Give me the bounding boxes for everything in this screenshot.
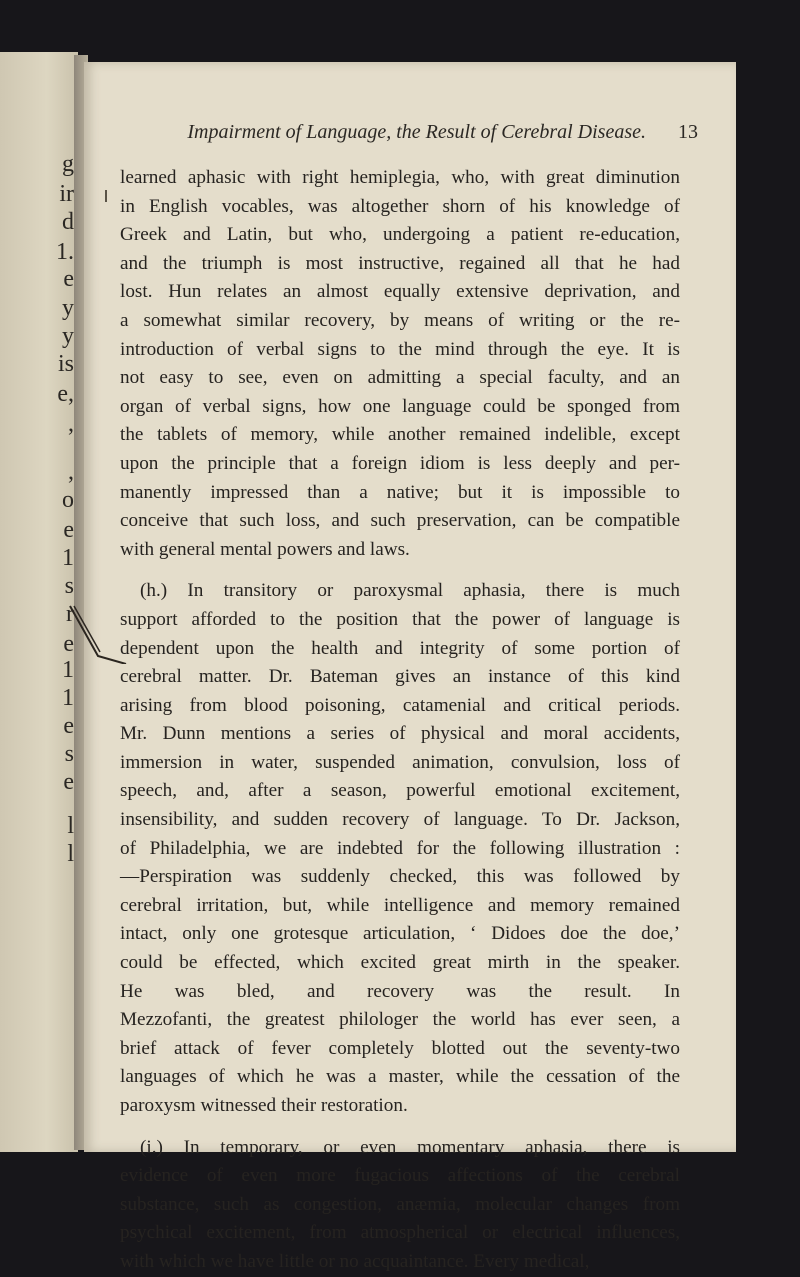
paragraph-gap: [120, 564, 680, 577]
text-line: (h.) In transitory or paroxysmal aphasia, there is much: [140, 580, 680, 602]
text-line: cerebral irritation, but, while intelligence and memory remained: [120, 894, 680, 916]
facing-page-text-fragment: ir: [59, 181, 74, 207]
text-line: organ of verbal signs, how one language could be sponged from: [120, 395, 680, 417]
text-line: insensibility, and sudden recovery of language. To Dr. Jackson,: [120, 809, 680, 831]
facing-page-text-fragment: 1: [62, 545, 74, 571]
text-line: dependent upon the health and integrity of some portion of: [120, 637, 680, 659]
text-line: arising from blood poisoning, catamenial and critical periods.: [120, 694, 680, 716]
text-line: the tablets of memory, while another remained indelible, except: [120, 424, 680, 446]
text-line: He was bled, and recovery was the result. In: [120, 980, 680, 1002]
text-line: substance, such as congestion, anæmia, molecular changes from: [120, 1193, 680, 1215]
running-head-title: Impairment of Language, the Result of Cerebral Disease.: [187, 121, 646, 143]
facing-page-text-fragment: o: [62, 487, 74, 513]
facing-page-text-fragment: e: [63, 266, 74, 292]
text-line: cerebral matter. Dr. Bateman gives an instance of this kind: [120, 666, 680, 688]
body-text: [120, 164, 680, 1277]
text-line: of Philadelphia, we are indebted for the following illustration :: [120, 837, 680, 859]
text-line: with which we have little or no acquaintance. Every medical,: [120, 1250, 590, 1272]
facing-page-text-fragment: y: [62, 323, 74, 349]
facing-page-text-fragment: e: [63, 631, 74, 657]
facing-page-text-fragment: ,: [68, 459, 74, 485]
text-line: languages of which he was a master, while the cessation of the: [120, 1066, 680, 1088]
text-line: learned aphasic with right hemiplegia, who, with great diminution: [120, 167, 680, 188]
facing-page-text-fragment: 1: [62, 685, 74, 711]
text-line: conceive that such loss, and such preservation, can be compatible: [120, 510, 680, 532]
text-line: not easy to see, even on admitting a special faculty, and an: [120, 367, 680, 389]
text-line: (i.) In temporary, or even momentary aphasia, there is: [140, 1136, 680, 1158]
facing-page-text-fragment: ,: [68, 411, 74, 437]
facing-page-text-fragment: s: [64, 741, 74, 767]
text-line: paroxysm witnessed their restoration.: [120, 1095, 408, 1116]
text-line: manently impressed than a native; but it is impossible to: [120, 481, 680, 503]
facing-page-text-fragment: r: [66, 601, 74, 627]
facing-page-text-fragment: e,: [57, 381, 74, 407]
facing-page-text-fragment: s: [64, 573, 74, 599]
text-line: immersion in water, suspended animation, convulsion, loss of: [120, 751, 680, 773]
text-line: Greek and Latin, but who, undergoing a patient re-education,: [120, 224, 680, 246]
facing-page-text-fragment: 1: [62, 657, 74, 683]
text-line: intact, only one grotesque articulation, ‘ Didoes doe the doe,’: [120, 923, 680, 945]
text-line: evidence of even more fugacious affections of the cerebral: [120, 1165, 680, 1187]
text-line: —Perspiration was suddenly checked, this was followed by: [120, 866, 680, 888]
text-line: Mr. Dunn mentions a series of physical and moral accidents,: [120, 723, 680, 745]
paragraph: [120, 577, 680, 1120]
facing-page-text-fragment: 1.: [56, 239, 74, 265]
text-line: lost. Hun relates an almost equally extensive deprivation, and: [120, 281, 680, 303]
facing-page-text-fragment: l: [67, 813, 74, 839]
text-line: upon the principle that a foreign idiom is less deeply and per-: [120, 452, 680, 474]
text-line: support afforded to the position that the power of language is: [120, 608, 680, 630]
facing-page-edge: [0, 52, 78, 1152]
text-line: introduction of verbal signs to the mind through the eye. It is: [120, 338, 680, 360]
text-line: with general mental powers and laws.: [120, 538, 410, 560]
paragraph: [120, 1134, 680, 1277]
facing-page-text-fragment: e: [63, 713, 74, 739]
facing-page-text-fragment: y: [62, 295, 74, 321]
text-line: could be effected, which excited great mirth in the speaker.: [120, 952, 680, 974]
text-line: brief attack of fever completely blotted out the seventy-two: [120, 1037, 680, 1059]
running-head: [120, 121, 698, 151]
pencil-margin-mark: [66, 601, 128, 664]
facing-page-text-fragment: l: [67, 841, 74, 867]
facing-page-text-fragment: e: [63, 517, 74, 543]
facing-page-text-fragment: g: [62, 151, 74, 177]
text-line: psychical excitement, from atmospherical or electrical influences,: [120, 1222, 680, 1244]
paragraph-gap: [120, 1121, 680, 1134]
text-line: a somewhat similar recovery, by means of writing or the re-: [120, 309, 680, 331]
page-number: 13: [678, 121, 698, 143]
paragraph: [120, 164, 680, 564]
facing-page-text-fragment: e: [63, 769, 74, 795]
facing-page-text-fragment: is: [57, 351, 74, 377]
text-line: in English vocables, was altogether shorn of his knowledge of: [120, 195, 680, 217]
text-line: and the triumph is most instructive, regained all that he had: [120, 252, 680, 274]
printer-tick-mark: [105, 190, 107, 202]
text-line: Mezzofanti, the greatest philologer the world has ever seen, a: [120, 1009, 680, 1031]
facing-page-text-fragment: d: [62, 209, 74, 235]
text-line: speech, and, after a season, powerful emotional excitement,: [120, 780, 680, 802]
